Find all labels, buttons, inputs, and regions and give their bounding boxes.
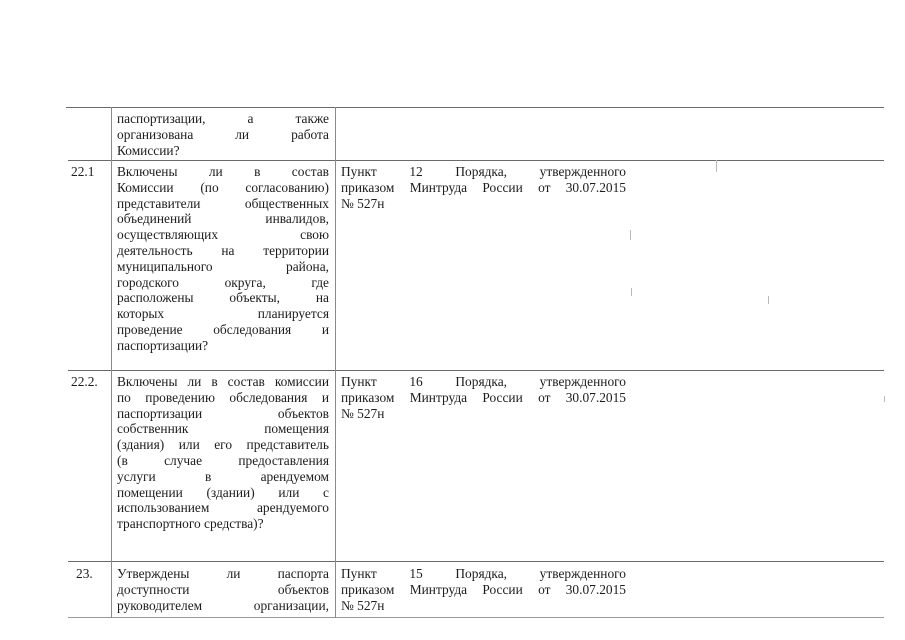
word: паспорта: [277, 566, 329, 581]
word: ли: [226, 566, 241, 581]
word: инвалидов,: [265, 211, 329, 227]
word: района,: [286, 258, 329, 274]
word: 16: [409, 374, 423, 389]
question-line: [117, 306, 329, 322]
word: арендуемого: [256, 500, 329, 516]
word: 12: [409, 164, 423, 179]
word: округа,: [224, 274, 266, 290]
word: приказом: [341, 581, 395, 597]
word: Минтруда: [409, 179, 468, 195]
word: Комиссии: [117, 179, 174, 195]
word: и: [321, 389, 329, 405]
scan-speck: [716, 160, 717, 172]
reference-line: № 527н: [341, 195, 385, 211]
reference-line: [341, 390, 626, 406]
reference-line: [341, 164, 626, 180]
word: с: [323, 484, 329, 500]
word: паспортизации,: [117, 111, 206, 126]
word: также: [295, 111, 329, 126]
word: Порядка,: [455, 566, 508, 581]
word: 30.07.2015: [565, 179, 626, 195]
word: городского: [117, 274, 179, 290]
word: состав: [227, 374, 265, 389]
scan-speck: [768, 296, 769, 304]
word: приказом: [341, 389, 395, 405]
word: руководителем: [117, 597, 203, 613]
word: Порядка,: [455, 164, 508, 179]
question-line: [117, 453, 329, 469]
word: Включены: [117, 164, 178, 179]
question-line: [117, 243, 329, 259]
question-line: [117, 290, 329, 306]
reference-line: [341, 374, 626, 390]
question-line: [117, 566, 329, 582]
word: на: [221, 242, 235, 258]
word: обследования: [229, 389, 308, 405]
word: проведение: [117, 321, 183, 337]
row-divider-22-2: [68, 370, 884, 371]
word: помещения: [264, 421, 329, 437]
question-line: [117, 180, 329, 196]
question-line: [117, 469, 329, 485]
word: в: [211, 374, 218, 389]
question-line: [117, 598, 329, 614]
row-number: 22.2.: [71, 374, 98, 389]
word: организована: [117, 126, 194, 142]
word: использованием: [117, 500, 210, 516]
word: комиссии: [274, 374, 329, 389]
question-text-continued: [117, 111, 329, 158]
word: или: [178, 437, 200, 453]
word: ли: [187, 374, 202, 389]
word: (по: [200, 179, 219, 195]
question-line: [117, 211, 329, 227]
word: где: [311, 274, 329, 290]
legal-reference: [341, 374, 626, 421]
question-text: [117, 566, 329, 613]
word: в: [254, 164, 261, 179]
question-line: [117, 111, 329, 127]
legal-reference: [341, 164, 626, 211]
question-line: [117, 500, 329, 516]
word: арендуемом: [260, 468, 329, 484]
word: от: [538, 179, 551, 195]
table-bottom-rule: [68, 617, 884, 618]
word: а: [247, 111, 254, 126]
word: расположены: [117, 290, 194, 306]
row-divider-23: [68, 561, 884, 562]
word: Минтруда: [409, 581, 468, 597]
word: объектов: [277, 405, 329, 421]
legal-reference: [341, 566, 626, 613]
row-divider-22-1: [68, 160, 884, 161]
word: деятельность: [117, 242, 193, 258]
word: Пункт: [341, 374, 377, 389]
scan-speck: [630, 230, 631, 240]
word: Включены: [117, 374, 178, 389]
question-line: [117, 322, 329, 338]
word: Пункт: [341, 164, 377, 179]
scan-speck: [631, 288, 632, 296]
word: России: [482, 389, 523, 405]
word: Пункт: [341, 566, 377, 581]
word: утвержденного: [539, 566, 626, 581]
reference-line: [341, 180, 626, 196]
reference-line: [341, 566, 626, 582]
reference-line: № 527н: [341, 405, 385, 421]
word: 30.07.2015: [565, 581, 626, 597]
question-line: [117, 374, 329, 390]
word: в: [204, 468, 212, 484]
word: представители: [117, 195, 201, 211]
word: утвержденного: [539, 374, 626, 389]
question-text: [117, 164, 329, 354]
word: ли: [235, 126, 250, 142]
word: (здании): [206, 484, 255, 500]
word: его: [214, 437, 233, 453]
word: и: [321, 321, 329, 337]
word: утвержденного: [539, 164, 626, 179]
question-line: [117, 164, 329, 180]
word: 30.07.2015: [565, 389, 626, 405]
row-number: 23.: [76, 566, 93, 581]
word: 15: [409, 566, 423, 581]
scan-speck: [884, 396, 885, 402]
word: от: [538, 389, 551, 405]
word: объединений: [117, 211, 192, 227]
reference-line: № 527н: [341, 597, 385, 613]
reference-line: [341, 582, 626, 598]
question-line: [117, 485, 329, 501]
word: от: [538, 581, 551, 597]
question-line: [117, 127, 329, 143]
table-top-rule: [66, 107, 884, 108]
word: России: [482, 179, 523, 195]
question-line: [117, 259, 329, 275]
word: доступности: [117, 581, 190, 597]
word: или: [278, 484, 300, 500]
word: согласованию): [245, 179, 329, 195]
word: паспортизации: [117, 405, 203, 421]
word: Утверждены: [117, 566, 190, 581]
word: обследования: [213, 321, 292, 337]
question-line: [117, 196, 329, 212]
word: которых: [117, 306, 165, 322]
word: предоставления: [238, 452, 329, 468]
question-line: паспортизации?: [117, 337, 209, 353]
word: Порядка,: [455, 374, 508, 389]
word: свою: [300, 227, 329, 243]
word: на: [315, 290, 329, 306]
word: услуги: [117, 468, 156, 484]
question-line: [117, 275, 329, 291]
word: объектов: [277, 581, 329, 597]
word: (в: [117, 452, 128, 468]
column-rule-question: [335, 107, 336, 618]
word: Минтруда: [409, 389, 468, 405]
word: представитель: [246, 437, 329, 453]
word: случае: [164, 452, 203, 468]
word: территории: [263, 242, 329, 258]
word: помещении: [117, 484, 183, 500]
question-line: [117, 421, 329, 437]
word: организации,: [253, 597, 329, 613]
word: работа: [291, 126, 329, 142]
word: (здания): [117, 437, 165, 453]
column-rule-number: [111, 107, 112, 618]
word: осуществляющих: [117, 227, 219, 243]
word: проведению: [145, 389, 215, 405]
question-line: [117, 582, 329, 598]
question-line: [117, 390, 329, 406]
word: объекты,: [229, 290, 280, 306]
question-line: [117, 406, 329, 422]
word: планируется: [257, 306, 329, 322]
word: муниципального: [117, 258, 213, 274]
word: ли: [208, 164, 223, 179]
question-line: транспортного средства)?: [117, 516, 264, 532]
question-line: [117, 227, 329, 243]
word: России: [482, 581, 523, 597]
word: общественных: [244, 195, 329, 211]
word: приказом: [341, 179, 395, 195]
word: состав: [291, 164, 329, 179]
row-number: 22.1: [71, 164, 95, 179]
question-line: Комиссии?: [117, 142, 180, 158]
word: собственник: [117, 421, 189, 437]
question-text: [117, 374, 329, 532]
word: по: [117, 389, 131, 405]
question-line: [117, 437, 329, 453]
